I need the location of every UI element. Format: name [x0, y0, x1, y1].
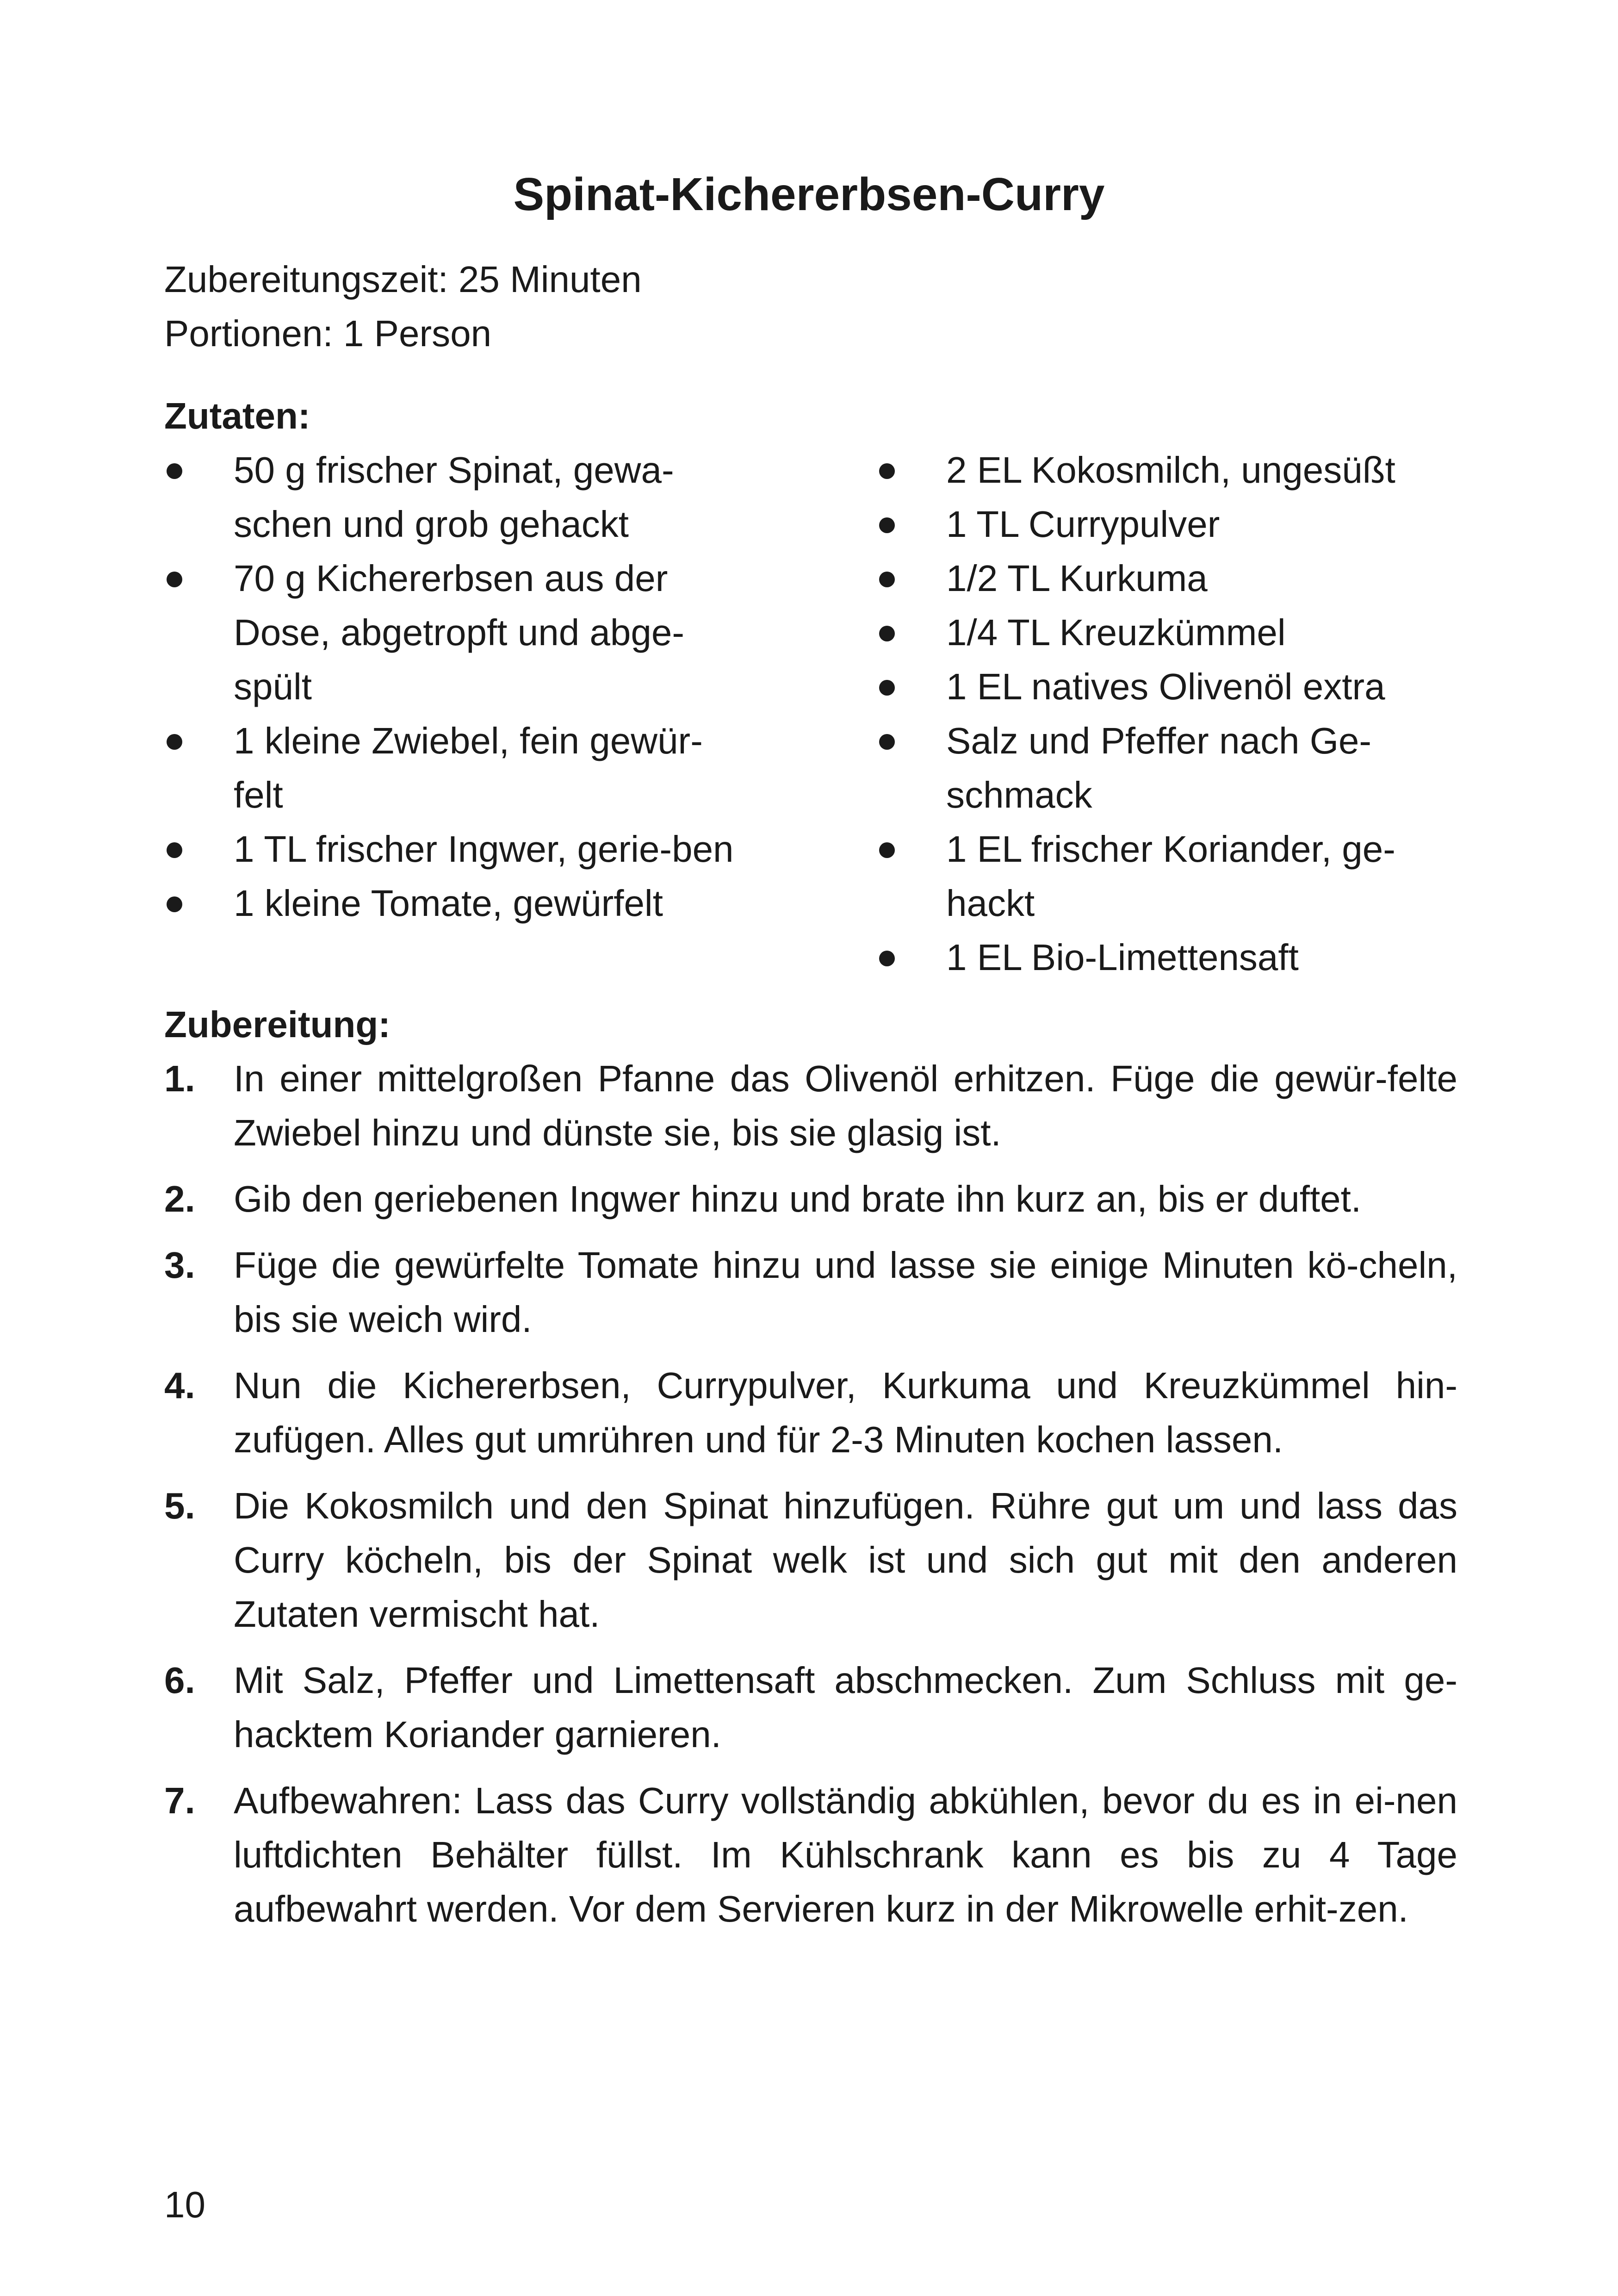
ingredient-item: 1 kleine Tomate, gewürfelt: [164, 876, 752, 930]
recipe-title: Spinat-Kichererbsen-Curry: [513, 168, 1105, 220]
step-number: 6.: [164, 1660, 195, 1701]
portions: Portionen: 1 Person: [164, 313, 492, 354]
ingredient-item: 1 kleine Zwiebel, fein gewür-felt: [164, 714, 752, 822]
step-item: [164, 1479, 1457, 1641]
step-item: [164, 1172, 1457, 1226]
ingredient-item: 1/2 TL Kurkuma: [877, 551, 1460, 605]
prep-time: Zubereitungszeit: 25 Minuten: [164, 259, 642, 300]
step-text: Füge die gewürfelte Tomate hinzu und lasse sie einige Minuten kö-cheln, bis sie weich wird.: [234, 1244, 1457, 1340]
step-item: [164, 1358, 1457, 1467]
ingredient-item: Salz und Pfeffer nach Ge-schmack: [877, 714, 1460, 822]
step-number: 5.: [164, 1485, 195, 1526]
ingredients-list-right: [877, 443, 1460, 984]
step-item: [164, 1052, 1457, 1160]
ingredient-item: 1 EL frischer Koriander, ge-hackt: [877, 822, 1460, 930]
preparation-heading: Zubereitung:: [164, 1004, 391, 1045]
ingredients-heading: Zutaten:: [164, 395, 310, 436]
ingredient-item: 2 EL Kokosmilch, ungesüßt: [877, 443, 1460, 497]
ingredients-list-left: [164, 443, 752, 930]
step-text: Aufbewahren: Lass das Curry vollständig abkühlen, bevor du es in ei-nen luftdichten Behälter füllst. Im Kühlschrank kann es bis zu 4 Tage aufbewahrt werden. Vor dem Servieren kurz in der Mikrowelle erhit-zen.: [234, 1780, 1457, 1929]
ingredient-item: 1 EL natives Olivenöl extra: [877, 660, 1460, 714]
preparation-steps: [164, 1052, 1457, 1948]
step-text: Mit Salz, Pfeffer und Limettensaft abschmecken. Zum Schluss mit ge-hacktem Koriander garnieren.: [234, 1660, 1457, 1755]
step-number: 2.: [164, 1178, 195, 1220]
step-item: [164, 1238, 1457, 1346]
step-number: 3.: [164, 1244, 195, 1286]
step-text: Die Kokosmilch und den Spinat hinzufügen. Rühre gut um und lass das Curry köcheln, bis der Spinat welk ist und sich gut mit den anderen Zutaten vermischt hat.: [234, 1485, 1457, 1635]
ingredient-item: 70 g Kichererbsen aus der Dose, abgetropft und abge-spült: [164, 551, 752, 714]
step-text: In einer mittelgroßen Pfanne das Olivenöl erhitzen. Füge die gewür-felte Zwiebel hinzu und dünste sie, bis sie glasig ist.: [234, 1058, 1457, 1153]
step-number: 1.: [164, 1058, 195, 1099]
recipe-meta: [164, 252, 642, 361]
step-number: 7.: [164, 1780, 195, 1821]
step-text: Nun die Kichererbsen, Currypulver, Kurkuma und Kreuzkümmel hin-zufügen. Alles gut umrühren und für 2-3 Minuten kochen lassen.: [234, 1365, 1457, 1460]
ingredient-item: 50 g frischer Spinat, gewa-schen und grob gehackt: [164, 443, 752, 551]
ingredient-item: 1/4 TL Kreuzkümmel: [877, 605, 1460, 660]
ingredient-item: 1 TL frischer Ingwer, gerie-ben: [164, 822, 752, 876]
step-number: 4.: [164, 1365, 195, 1406]
step-item: [164, 1653, 1457, 1761]
ingredient-item: 1 TL Currypulver: [877, 497, 1460, 551]
ingredient-item: 1 EL Bio-Limettensaft: [877, 930, 1460, 984]
step-text: Gib den geriebenen Ingwer hinzu und brate ihn kurz an, bis er duftet.: [234, 1178, 1362, 1220]
step-item: [164, 1773, 1457, 1936]
page-number: 10: [164, 2184, 205, 2225]
